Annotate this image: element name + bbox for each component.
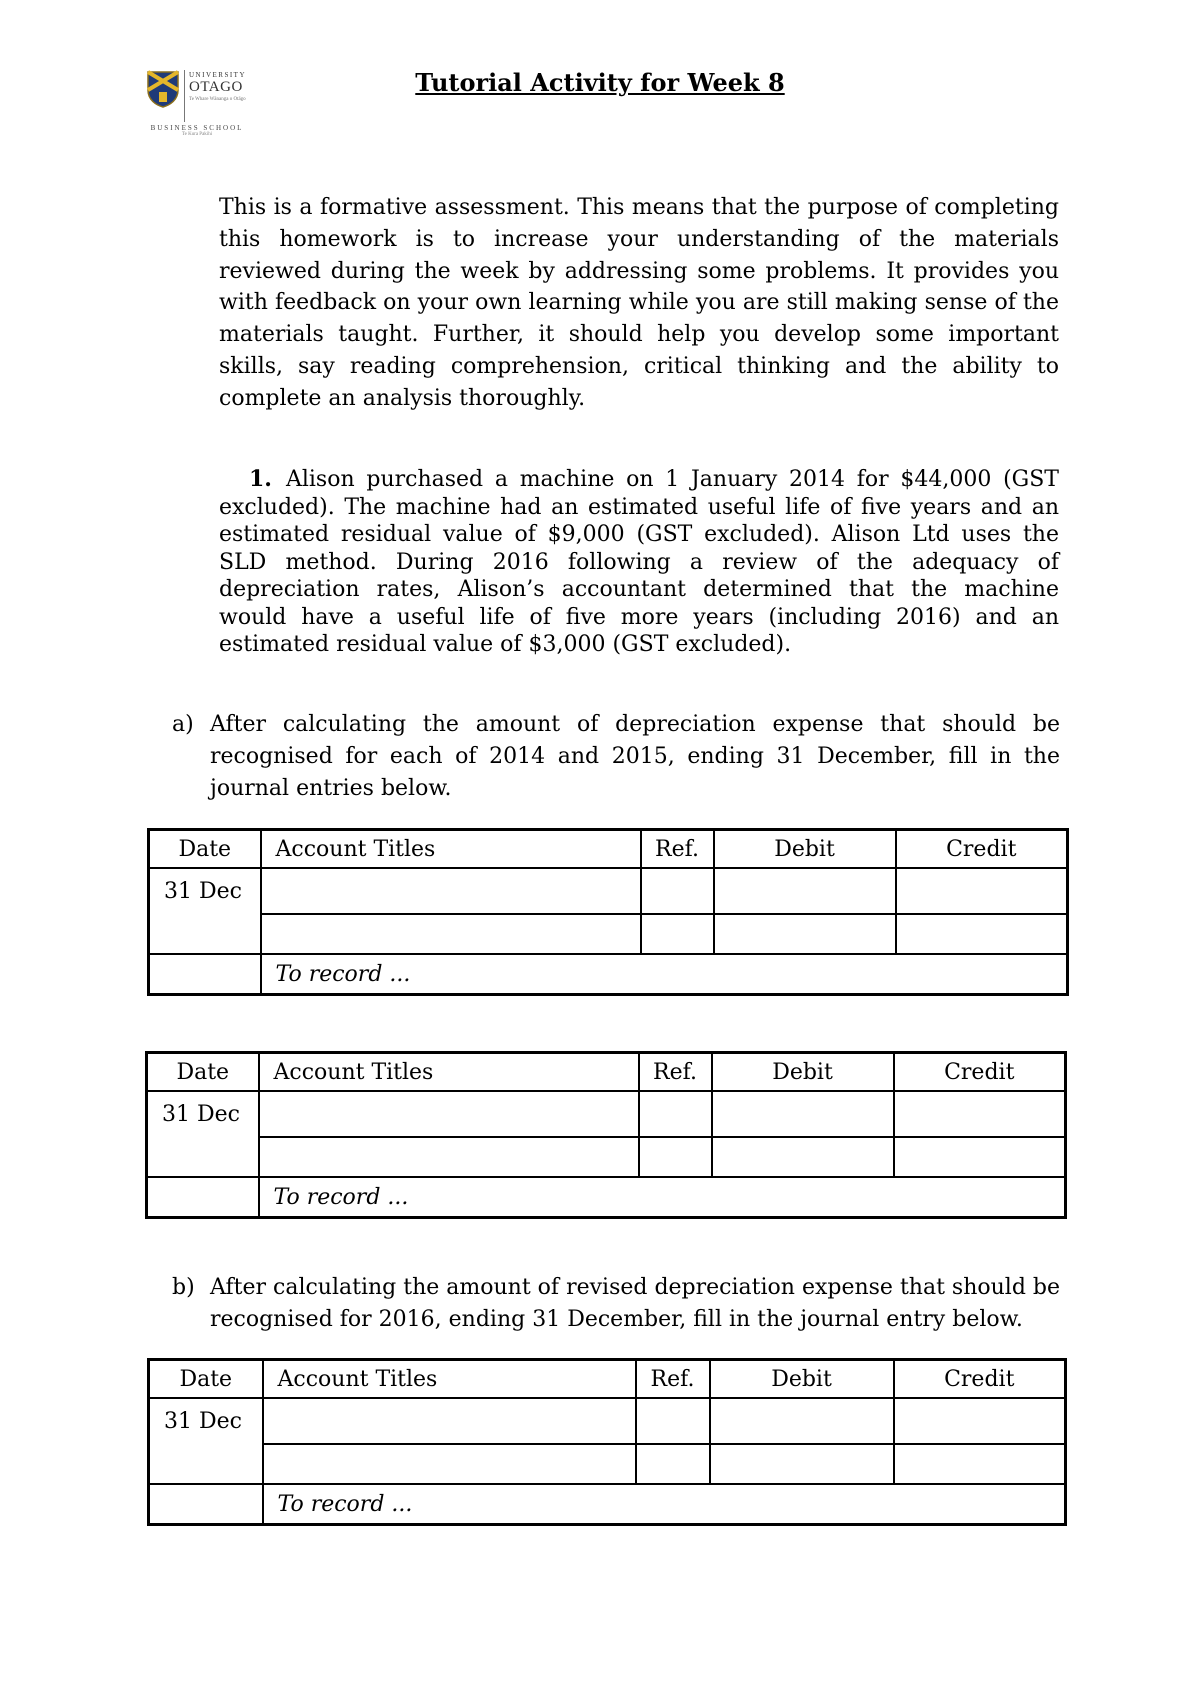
record-narration[interactable]: To record ... (261, 954, 1068, 995)
header-debit: Debit (714, 830, 896, 869)
header-ref: Ref. (641, 830, 714, 869)
account-cell[interactable] (263, 1444, 636, 1484)
header-account-titles: Account Titles (263, 1360, 636, 1399)
part-b (172, 1272, 1060, 1336)
university-name: OTAGO (189, 79, 243, 95)
university-maori-name: Te Whare Wānanga o Otāgo (189, 97, 246, 102)
ref-cell[interactable] (639, 1091, 712, 1137)
debit-cell[interactable] (712, 1091, 894, 1137)
credit-cell[interactable] (894, 1091, 1066, 1137)
ref-cell[interactable] (636, 1398, 710, 1444)
ref-cell[interactable] (636, 1444, 710, 1484)
part-a-text: After calculating the amount of depreciation expense that should be recognised for each of 2014 and 2015, ending 31 December, fill in the journal entries below. (210, 712, 1060, 801)
question-1-text: Alison purchased a machine on 1 January 2014 for $44,000 (GST excluded). The machine had an estimated useful life of five years and an estimated residual value of $9,000 (GST excluded). Alison Ltd uses the SLD method. During 2016 following a review of the adequacy of depreciation rates, Alison’s accountant determined that the machine would have a useful life of five more years (including 2016) and an estimated residual value of $3,000 (GST excluded). (219, 467, 1059, 657)
header-credit: Credit (896, 830, 1068, 869)
entry-date: 31 Dec (149, 868, 261, 954)
debit-cell[interactable] (714, 868, 896, 914)
credit-cell[interactable] (896, 914, 1068, 954)
part-b-label: b) (172, 1275, 195, 1300)
record-narration[interactable]: To record ... (263, 1484, 1066, 1525)
ref-cell[interactable] (641, 868, 714, 914)
header-ref: Ref. (636, 1360, 710, 1399)
debit-cell[interactable] (712, 1137, 894, 1177)
header-ref: Ref. (639, 1053, 712, 1092)
credit-cell[interactable] (894, 1398, 1066, 1444)
part-b-text: After calculating the amount of revised depreciation expense that should be recognised for 2016, ending 31 December, fill in the journal entry below. (210, 1275, 1060, 1332)
entry-date: 31 Dec (149, 1398, 263, 1484)
question-1 (219, 466, 1059, 659)
debit-cell[interactable] (714, 914, 896, 954)
part-a-label: a) (172, 712, 194, 737)
business-school-sub: Te Kura Pakihi (181, 132, 213, 137)
question-1-number: 1. (249, 466, 272, 492)
debit-cell[interactable] (710, 1398, 894, 1444)
header-date: Date (149, 1360, 263, 1399)
account-cell[interactable] (263, 1398, 636, 1444)
account-cell[interactable] (259, 1091, 639, 1137)
intro-paragraph: This is a formative assessment. This means that the purpose of completing this homework is to increase your understanding of the materials reviewed during the week by addressing some problems. It provides you with feedback on your own learning while you are still making sense of the materials taught. Further, it should help you develop some important skills, say reading comprehension, critical thinking and the ability to complete an analysis thoroughly. (219, 195, 1059, 411)
credit-cell[interactable] (894, 1444, 1066, 1484)
blank-date-cell (147, 1177, 259, 1218)
debit-cell[interactable] (710, 1444, 894, 1484)
header-date: Date (147, 1053, 259, 1092)
ref-cell[interactable] (639, 1137, 712, 1177)
part-a (172, 709, 1060, 804)
credit-cell[interactable] (894, 1137, 1066, 1177)
header-debit: Debit (710, 1360, 894, 1399)
journal-table-2014 (147, 828, 1069, 996)
header-credit: Credit (894, 1360, 1066, 1399)
entry-date: 31 Dec (147, 1091, 259, 1177)
credit-cell[interactable] (896, 868, 1068, 914)
university-top-label: UNIVERSITY (189, 71, 246, 79)
record-narration[interactable]: To record ... (259, 1177, 1066, 1218)
header-credit: Credit (894, 1053, 1066, 1092)
page-title: Tutorial Activity for Week 8 (415, 68, 785, 97)
blank-date-cell (149, 954, 261, 995)
header-date: Date (149, 830, 261, 869)
business-school-label: BUSINESS SCHOOL (150, 124, 244, 132)
account-cell[interactable] (261, 868, 641, 914)
account-cell[interactable] (261, 914, 641, 954)
journal-table-2015 (145, 1051, 1067, 1219)
header-debit: Debit (712, 1053, 894, 1092)
journal-table-2016 (147, 1358, 1067, 1526)
blank-date-cell (149, 1484, 263, 1525)
header-account-titles: Account Titles (259, 1053, 639, 1092)
ref-cell[interactable] (641, 914, 714, 954)
account-cell[interactable] (259, 1137, 639, 1177)
header-account-titles: Account Titles (261, 830, 641, 869)
